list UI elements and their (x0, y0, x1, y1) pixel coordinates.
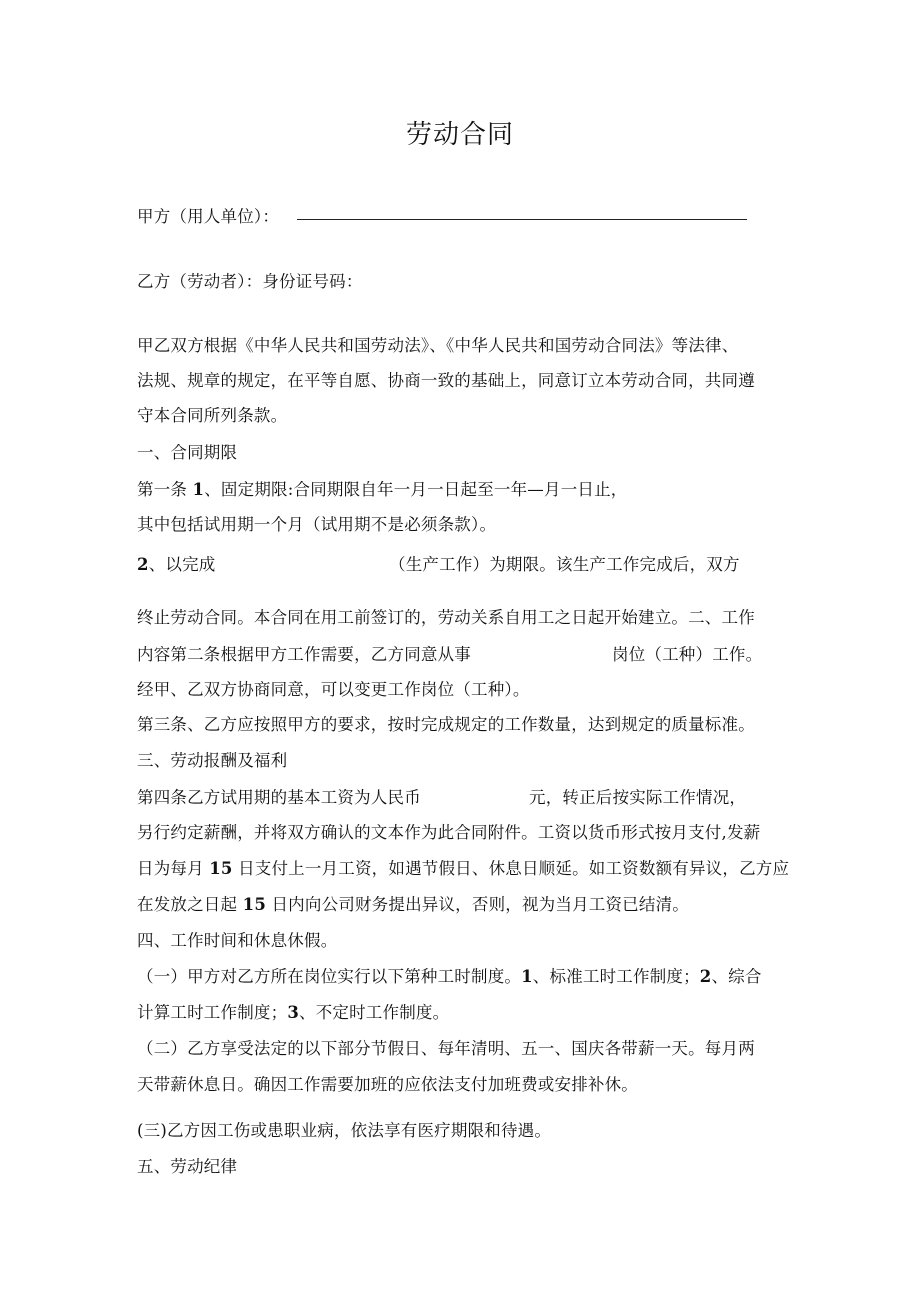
section4-p2-line2: 天带薪休息日。确因工作需要加班的应依法支付加班费或安排补休。 (137, 1075, 638, 1094)
intro-line-2: 法规、规章的规定，在平等自愿、协商一致的基础上，同意订立本劳动合同，共同遵 (137, 371, 755, 390)
article3: 第三条、乙方应按照甲方的要求，按时完成规定的工作数量，达到规定的质量标准。 (137, 715, 755, 734)
section4-p3: (三)乙方因工伤或患职业病，依法享有医疗期限和待遇。 (137, 1121, 552, 1140)
intro-line-1: 甲乙双方根据《中华人民共和国劳动法》、《中华人民共和国劳动合同法》等法律、 (137, 336, 739, 355)
article1-line1: 第一条 1、固定期限:合同期限自年一月一日起至一年—月一日止， (137, 480, 628, 499)
party-a-label: 甲方（用人单位）： (137, 207, 280, 226)
section3-heading: 三、劳动报酬及福利 (137, 751, 288, 770)
intro-line-3: 守本合同所列条款。 (137, 406, 288, 425)
article1-line2: 其中包括试用期一个月（试用期不是必须条款）。 (137, 515, 497, 534)
item2-right: （生产工作）为期限。该生产工作完成后，双方 (389, 555, 740, 574)
section4-p1-line1: （一）甲方对乙方所在岗位实行以下第种工时制度。1、标准工时工作制度；2、综合 (137, 967, 762, 986)
section3-line3: 在发放之日起 15 日内向公司财务提出异议，否则，视为当月工资已结清。 (137, 895, 689, 914)
section1-line-a: 终止劳动合同。本合同在用工前签订的，劳动关系自用工之日起开始建立。二、工作 (137, 608, 755, 627)
article4-left: 第四条乙方试用期的基本工资为人民币 (137, 788, 421, 807)
section1-line-b-left: 内容第二条根据甲方工作需要，乙方同意从事 (137, 645, 471, 664)
section3-line2: 日为每月 15 日支付上一月工资，如遇节假日、休息日顺延。如工资数额有异议，乙方应 (137, 859, 790, 878)
item2-left: 2、以完成 (137, 555, 216, 574)
page-title: 劳动合同 (405, 120, 514, 150)
party-a-blank-line (297, 219, 747, 220)
section1-line-c: 经甲、乙双方协商同意，可以变更工作岗位（工种）。 (137, 680, 530, 699)
section4-p1-line2: 计算工时工作制度；3、不定时工作制度。 (137, 1003, 450, 1022)
section4-p2-line1: （二）乙方享受法定的以下部分节假日、每年清明、五一、国庆各带薪一天。每月两 (137, 1039, 755, 1058)
section5-heading: 五、劳动纪律 (137, 1157, 238, 1176)
section1-heading: 一、合同期限 (137, 443, 238, 462)
section4-heading: 四、工作时间和休息休假。 (137, 931, 338, 950)
section3-line1: 另行约定薪酬，并将双方确认的文本作为此合同附件。工资以货币形式按月支付,发薪 (137, 823, 761, 842)
party-b-label: 乙方（劳动者）：身份证号码： (137, 272, 363, 291)
section1-line-b-right: 岗位（工种）工作。 (612, 645, 763, 664)
article4-right: 元，转正后按实际工作情况， (529, 788, 747, 807)
